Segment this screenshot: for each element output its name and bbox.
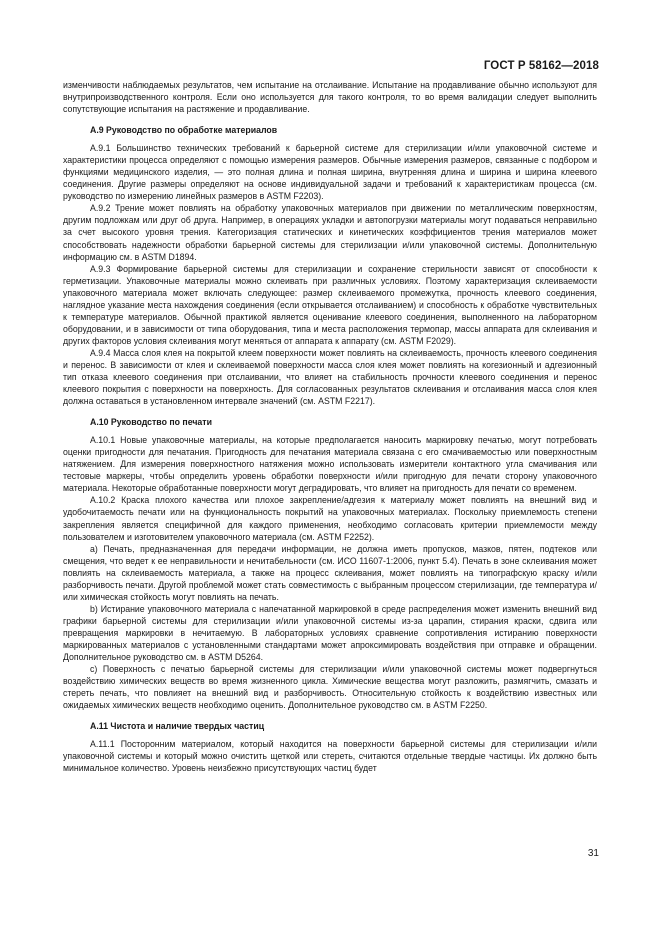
intro-paragraph: изменчивости наблюдаемых результатов, чем испытание на отслаивание. Испытание на продавливание обычно используют для внутрипроизводственного контроля. Если оно используется для такого контроля, то во время валидации следует выполнить сопутствующие испытания на растяжение и продавливание.: [63, 80, 597, 115]
section-a10-heading: А.10 Руководство по печати: [90, 417, 212, 428]
section-a11-heading: А.11 Чистота и наличие твердых частиц: [90, 721, 265, 732]
paragraph-a9-4: А.9.4 Масса слоя клея на покрытой клеем поверхности может повлиять на склеиваемость, прочность клеевого соединения и перенос. В зависимости от клея и склеиваемой поверхности масса слоя клея может повлиять на когезионный и адгезионный тип отказа клеевого соединения при отслаивании, что влияет на стабильность прочности клеевого соединения и перенос клеевого покрытия с поверхности на поверхность. Для согласованных результатов склеивания и отслаивания масса слоя клея должна оставаться в установленном интервале значений (см. ASTM F2217).: [63, 347, 597, 407]
paragraph-a10-2c: c) Поверхность с печатью барьерной системы для стерилизации и/или упаковочной системы может подвергнуться воздействию химических веществ во время жизненного цикла. Химические вещества могут разложить, размягчить, смазать и стереть печать, что повлияет на внешний вид и разборчивость. Относительную стойкость к воздействию известных или ожидаемых химических веществ необходимо оценить. Дополнительное руководство см. в ASTM F2250.: [63, 664, 597, 711]
section-a9-heading: А.9 Руководство по обработке материалов: [90, 125, 278, 136]
paragraph-a9-2: А.9.2 Трение может повлиять на обработку упаковочных материалов при движении по металлическим поверхностям, другим подложкам или друг об друга. Например, в операциях укладки и автопогрузки материалы могут подаваться неправильно за счет высокого уровня трения. Категоризация статических и кинетических коэффициентов трения материалов может способствовать надежности обработки барьерной системы для стерилизации и/или упаковочной системы. Дополнительную информацию см. в ASTM D1894.: [63, 203, 597, 262]
paragraph-a9-3: А.9.3 Формирование барьерной системы для стерилизации и сохранение стерильности зависят от способности к герметизации. Упаковочные материалы можно склеивать при различных условиях. Поэтому характеризация склеиваемости упаковочного материала может включать следующее: размер склеиваемого промежутка, прочность клеевого соединения, наглядное указание места нахождения соединения (если открывается отслаиванием) и способность к обработке чувствительных к температуре материалов. Обычной практикой является оценивание клеевого соединения, выполненного на лабораторном оборудовании, и в зависимости от типа оборудования, типа и места расположения термопар, массы аппарата для склеивания и других факторов условия склеивания могут меняться от аппарата к аппарату (см. ASTM F2029).: [63, 263, 597, 346]
page-content: [63, 79, 597, 774]
paragraph-a11-1: А.11.1 Посторонним материалом, который находится на поверхности барьерной системы для стерилизации и/или упаковочной системы и который можно очистить щеткой или стереть, считаются отдельные твердые частицы. Их должно быть минимальное количество. Уровень неизбежно присутствующих частиц будет: [63, 739, 597, 774]
paragraph-a10-2b: b) Истирание упаковочного материала с напечатанной маркировкой в среде распределения может изменить внешний вид графики барьерной системы для стерилизации и/или упаковочной системы из-за царапин, стирания краски, сдвига или превращения маркировки в нечитаемую. В лабораторных условиях сравнение сопротивления истиранию поверхности маркированных материалов с установленными стандартами может апроксимировать воздействия при отправке и обращении. Дополнительное руководство см. в ASTM D5264.: [63, 603, 597, 663]
document-header-id: ГОСТ Р 58162—2018: [483, 60, 599, 72]
paragraph-a10-2a: a) Печать, предназначенная для передачи информации, не должна иметь пропусков, мазков, пятен, подтеков или смещения, что ведет к ее неправильности и нечитабельности (см. ИСО 11607-1:2006, пункт 5.4). Печать в зоне склеивания может повлиять на склеиваемость материала, а также на процесс склеивания, может повлиять на типографскую краску и/или разборчивость печати. Другой проблемой может стать совместимость с выбранным процессом стерилизации, где температура и/или химическая стойкость могут повлиять на печать.: [63, 543, 597, 602]
page-number: 31: [587, 848, 599, 859]
paragraph-a10-2: А.10.2 Краска плохого качества или плохое закрепление/адгезия к материалу может повлиять на внешний вид и удобочитаемость печати или на функциональность покрытий на упаковочных материалах. Поскольку приемлемость степени закрепления является специфичной для каждого применения, необходимо согласовать критерии приемлемости между пользователем и изготовителем упаковочного материала (см. ASTM F2252).: [63, 495, 597, 542]
paragraph-a9-1: А.9.1 Большинство технических требований к барьерной системе для стерилизации и/или упаковочной системе и характеристики процесса определяют с помощью измерения размеров. Обычные измерения размеров, связанные с подбором и функциями медицинского изделия, — это полная длина и полная ширина, внутренняя длина и ширина и ширина клеевого соединения. Другие размеры определяют на основе индивидуальной задачи и требований к характеристикам процесса (см. руководство по измерению линейных размеров в ASTM F2203).: [63, 143, 597, 202]
paragraph-a10-1: А.10.1 Новые упаковочные материалы, на которые предполагается наносить маркировку печатью, могут потребовать оценки пригодности для печатания. Пригодность для печатания материала связана с его смачиваемостью или поверхностным натяжением. Для измерения поверхностного натяжения можно использовать измерители контактного угла смачивания или тестовые маркеры, чтобы определить уровень обработки поверхности и/или пригодную для печати сторону упаковочного материала. Некоторые обработанные поверхности могут деградировать, что влияет на пригодность для печати со временем.: [63, 435, 597, 494]
